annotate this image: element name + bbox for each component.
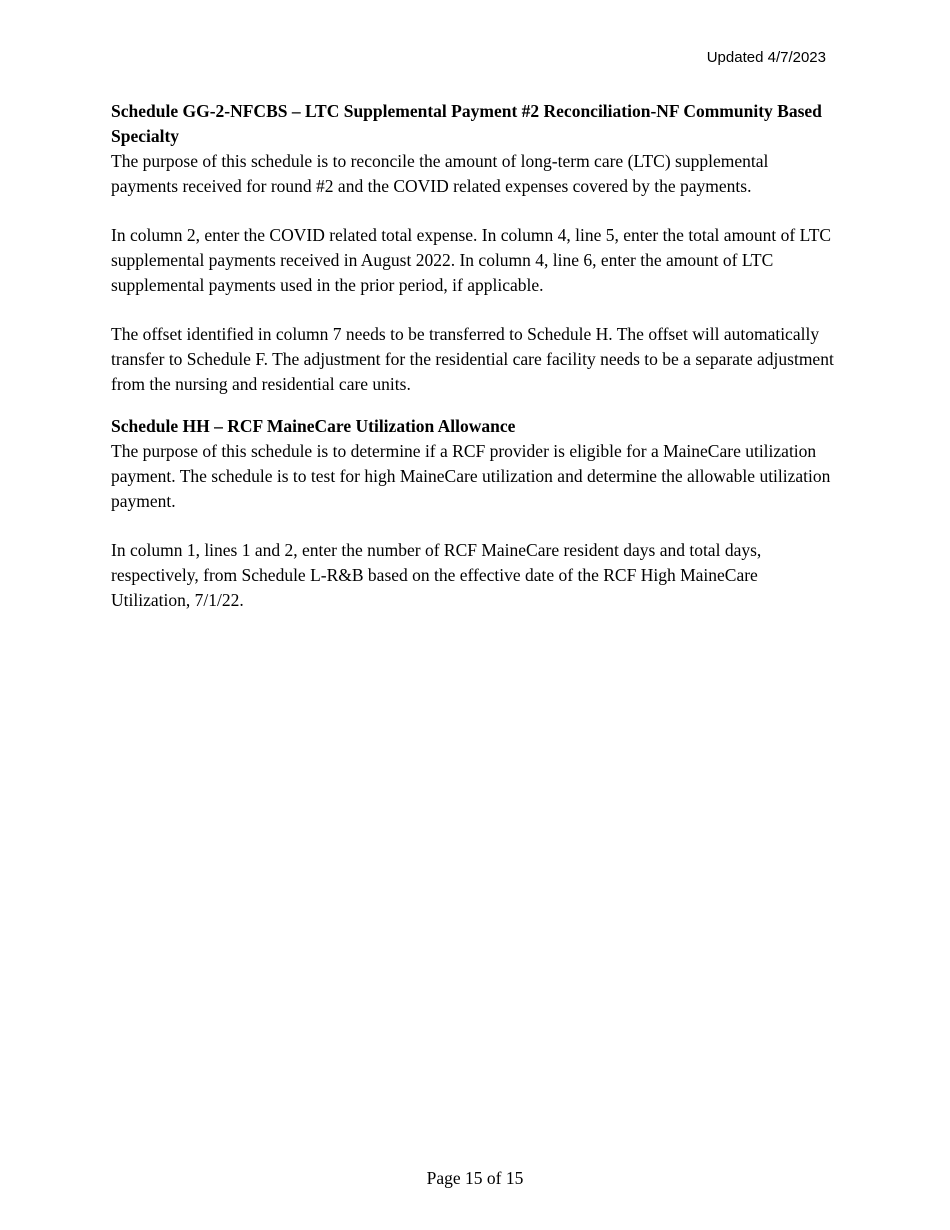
updated-date: Updated 4/7/2023: [706, 49, 826, 66]
section-heading-hh: Schedule HH – RCF MaineCare Utilization Allowance: [111, 416, 516, 436]
paragraph-hh-columns: In column 1, lines 1 and 2, enter the number of RCF MaineCare resident days and total days, respectively, from Schedule L-R&B based on the effective date of the RCF High MaineCare Utilization, 7/1/22.: [111, 540, 762, 610]
page-number: Page 15 of 15: [426, 1168, 524, 1188]
document-body: [111, 99, 836, 613]
paragraph-gg2-columns: In column 2, enter the COVID related total expense. In column 4, line 5, enter the total amount of LTC supplemental payments received in August 2022. In column 4, line 6, enter the amount of LTC supplemental payments used in the prior period, if applicable.: [111, 225, 832, 295]
paragraph-hh-purpose: The purpose of this schedule is to determine if a RCF provider is eligible for a MaineCare utilization payment. The schedule is to test for high MaineCare utilization and determine the allowable utilization payment.: [111, 441, 831, 511]
paragraph-gg2-offset: The offset identified in column 7 needs to be transferred to Schedule H. The offset will automatically transfer to Schedule F. The adjustment for the residential care facility needs to be a separate adjustment from the nursing and residential care units.: [111, 324, 834, 394]
paragraph-gg2-purpose: The purpose of this schedule is to reconcile the amount of long-term care (LTC) supplemental payments received for round #2 and the COVID related expenses covered by the payments.: [111, 151, 769, 196]
section-heading-gg2: Schedule GG-2-NFCBS – LTC Supplemental Payment #2 Reconciliation-NF Community Based Specialty: [111, 101, 822, 146]
